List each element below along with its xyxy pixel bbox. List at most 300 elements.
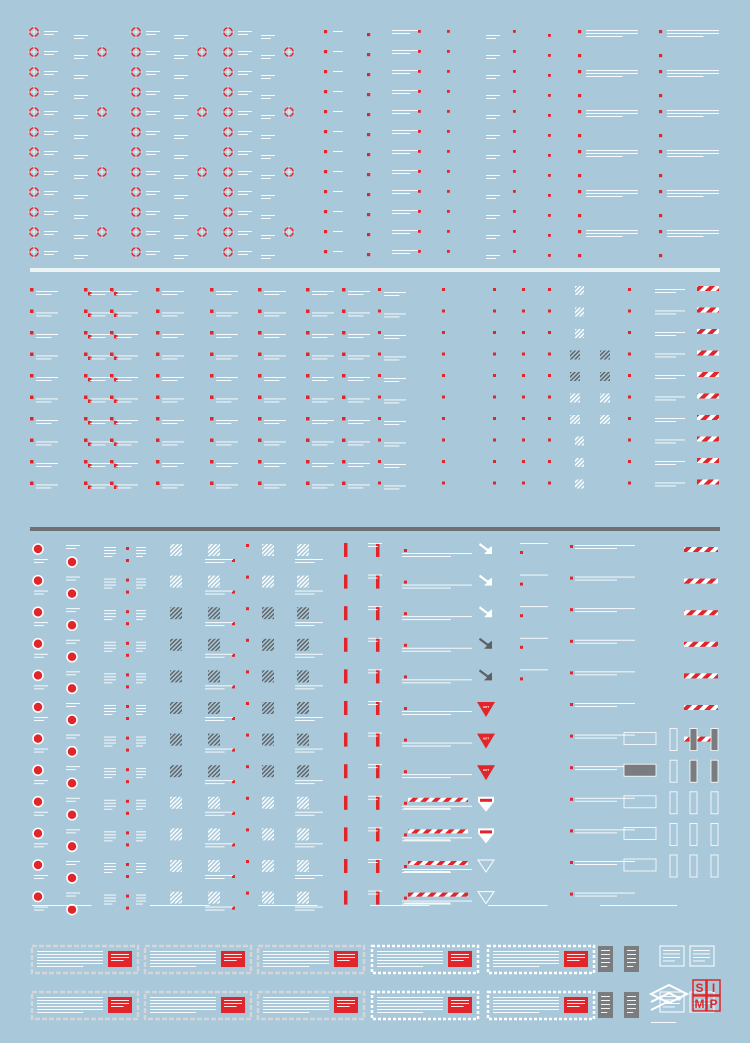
text-line [90, 294, 105, 295]
red-square-marker [442, 482, 445, 485]
text-line [368, 575, 382, 576]
text-line [402, 901, 472, 902]
plate-text [150, 997, 216, 1013]
stencil-text [368, 733, 382, 737]
text-line [312, 313, 334, 314]
text-line [312, 316, 327, 317]
text-line [384, 360, 399, 361]
text-line [116, 445, 131, 446]
text-line [37, 1006, 103, 1007]
stencil-text [90, 291, 112, 295]
text-line [174, 95, 188, 96]
stencil-text [216, 377, 238, 381]
text-line [104, 800, 116, 801]
red-vertical-bar [376, 733, 380, 747]
hazard-hatch-box [170, 607, 182, 619]
red-square-marker [84, 331, 88, 335]
red-square-marker [522, 331, 525, 334]
stencil-text [295, 559, 323, 563]
red-dial-marker [33, 892, 43, 902]
caution-text-block [586, 230, 638, 237]
text-line [261, 218, 271, 219]
text-line [368, 578, 378, 579]
caution-text-block [575, 577, 635, 581]
red-vertical-bar [344, 859, 348, 873]
text-line [333, 31, 343, 32]
red-square-marker [30, 460, 34, 464]
text-line [44, 254, 54, 255]
hot-warning-triangle-icon [477, 734, 495, 749]
text-line [368, 894, 378, 895]
text-line [655, 461, 685, 462]
red-square-marker [513, 110, 516, 113]
text-line [104, 613, 116, 614]
red-square-marker [548, 134, 551, 137]
text-line [392, 50, 418, 51]
text-line [667, 230, 719, 231]
text-line [261, 175, 275, 176]
text-line [34, 688, 44, 689]
red-square-marker [306, 331, 310, 335]
text-line [392, 150, 418, 151]
text-line [66, 580, 76, 581]
text-line [146, 54, 156, 55]
text-line [205, 843, 233, 844]
red-square-marker [110, 439, 114, 443]
crosshair-target-icon [130, 246, 142, 258]
text-line [586, 116, 622, 117]
text-line [44, 71, 58, 72]
red-square-marker [628, 310, 631, 313]
red-square-marker [126, 875, 129, 878]
text-line [90, 316, 105, 317]
red-dial-marker [33, 670, 43, 680]
red-square-marker [404, 897, 407, 900]
red-square-marker [404, 707, 407, 710]
text-line [224, 954, 242, 955]
stencil-text [74, 55, 88, 59]
text-line [146, 171, 160, 172]
red-square-marker [210, 417, 214, 421]
stencil-text [205, 812, 233, 816]
stencil-text [348, 420, 370, 424]
red-square-marker [30, 310, 34, 314]
arrow-indicator-icon [479, 543, 492, 554]
red-square-marker [246, 702, 249, 705]
red-square-marker [418, 210, 421, 213]
text-line [263, 966, 309, 967]
text-line [667, 116, 703, 117]
red-square-marker [110, 310, 114, 314]
text-line [111, 960, 124, 961]
hazard-stripe-bar [697, 480, 719, 485]
stencil-text [162, 377, 184, 381]
red-square-marker [210, 396, 214, 400]
logo-letter: M [694, 997, 705, 1011]
scale-text [404, 903, 450, 904]
text-line [567, 954, 585, 955]
text-line [264, 313, 286, 314]
plate-text [493, 951, 559, 967]
text-line [174, 118, 184, 119]
scale-text [404, 808, 450, 809]
text-line [368, 796, 382, 797]
red-square-marker [447, 50, 450, 53]
caution-text-block [575, 735, 635, 739]
text-line [586, 230, 638, 231]
hazard-stripe-bar [697, 308, 719, 313]
crosshair-target-icon [96, 46, 108, 58]
stencil-text [238, 151, 252, 155]
stencil-text [90, 313, 112, 317]
text-line [174, 158, 184, 159]
red-square-marker [513, 230, 516, 233]
hazard-hatch-box [208, 544, 220, 556]
stencil-text [146, 131, 160, 135]
text-line [136, 840, 143, 841]
hazard-stripe-bar [697, 329, 719, 334]
red-square-marker [367, 173, 370, 176]
text-line [205, 688, 225, 689]
crosshair-target-icon [130, 46, 142, 58]
notice-red-badge [221, 997, 245, 1013]
hazard-hatch-box [208, 828, 220, 840]
text-line [74, 58, 84, 59]
red-square-marker [367, 53, 370, 56]
hazard-hatch-box [208, 576, 220, 588]
stencil-text [333, 71, 343, 72]
stencil-text [348, 377, 370, 381]
text-line [104, 585, 116, 586]
text-line [493, 951, 559, 952]
stencil-text [136, 642, 146, 652]
hazard-hatch-box [297, 797, 309, 809]
hazard-hatch-box [297, 607, 309, 619]
stencil-text [348, 291, 370, 295]
text-line [205, 685, 233, 686]
text-line [146, 214, 156, 215]
hazard-stripe-bar [684, 673, 718, 678]
red-square-marker [88, 292, 92, 296]
text-line [104, 610, 116, 611]
red-square-marker [548, 74, 551, 77]
text-line [44, 134, 54, 135]
stencil-text [264, 399, 286, 403]
stencil-text [295, 875, 323, 879]
vertical-label-box [690, 823, 697, 845]
scale-text [520, 575, 548, 576]
stencil-text [66, 671, 80, 675]
stencil-text [90, 399, 112, 403]
caution-text-block [667, 190, 719, 197]
caution-text-block [402, 648, 472, 652]
grey-id-plate [624, 946, 639, 972]
text-line [216, 442, 238, 443]
red-square-marker [520, 646, 523, 649]
text-line [216, 334, 238, 335]
stencil-text [116, 485, 138, 489]
text-line [116, 442, 138, 443]
text-line [238, 51, 252, 52]
text-line [295, 559, 323, 560]
text-line [34, 843, 48, 844]
text-line [667, 233, 719, 234]
text-line [66, 798, 80, 799]
text-line [136, 651, 143, 652]
text-line [655, 443, 676, 444]
text-line [32, 905, 92, 906]
stencil-text [174, 215, 188, 219]
stencil-text [295, 717, 323, 721]
red-vertical-bar [376, 891, 380, 905]
text-line [586, 236, 622, 237]
shield-band [480, 830, 492, 833]
red-square-marker [378, 460, 381, 463]
red-square-marker [570, 893, 573, 896]
text-line [402, 809, 451, 810]
text-line [150, 960, 216, 961]
text-line [264, 466, 279, 467]
red-square-marker [126, 622, 129, 625]
text-line [205, 812, 233, 813]
stencil-text [486, 215, 500, 219]
text-line [205, 657, 225, 658]
red-square-marker [324, 130, 327, 133]
text-line [404, 839, 450, 840]
text-line [162, 359, 177, 360]
text-line [377, 966, 423, 967]
stencil-text [116, 334, 138, 338]
hazard-hatch-box [262, 670, 274, 682]
red-square-marker [258, 482, 262, 486]
stencil-text [312, 485, 334, 489]
stencil-text [74, 135, 88, 139]
red-square-marker [513, 90, 516, 93]
text-line [377, 1003, 443, 1004]
hazard-hatch-box [208, 797, 220, 809]
red-square-marker [258, 396, 262, 400]
text-line [136, 556, 143, 557]
text-line [261, 155, 275, 156]
stencil-text [368, 701, 382, 705]
red-square-marker [324, 230, 327, 233]
red-dial-marker [33, 576, 43, 586]
hazard-stripe-bar [684, 642, 718, 647]
text-line [486, 135, 500, 136]
text-line [627, 1000, 636, 1001]
text-line [575, 801, 617, 802]
red-square-marker [548, 460, 551, 463]
text-line [520, 606, 548, 607]
text-line [116, 337, 131, 338]
text-line [295, 688, 315, 689]
text-line [150, 957, 216, 958]
text-line [392, 110, 418, 111]
text-line [162, 356, 184, 357]
text-line [575, 735, 635, 736]
stencil-text [384, 464, 406, 468]
text-line [150, 1012, 196, 1013]
text-line [261, 158, 271, 159]
stencil-text [36, 442, 58, 446]
stencil-text [261, 115, 275, 119]
stencil-text [136, 737, 146, 747]
red-square-marker [306, 353, 310, 357]
stencil-text [261, 175, 275, 179]
red-vertical-bar [344, 891, 348, 905]
text-line [44, 91, 58, 92]
text-line [74, 255, 88, 256]
red-dial-marker [33, 828, 43, 838]
red-vertical-bar [376, 543, 380, 557]
stencil-text [205, 749, 233, 753]
text-line [368, 606, 382, 607]
text-line [333, 91, 343, 92]
text-line [90, 423, 105, 424]
plate-text [150, 951, 216, 967]
text-line [136, 834, 146, 835]
text-line [238, 154, 248, 155]
red-square-marker [570, 766, 573, 769]
vertical-label-box [711, 792, 718, 814]
text-line [104, 556, 112, 557]
text-line [36, 316, 51, 317]
red-square-marker [659, 150, 662, 153]
text-line [104, 872, 112, 873]
hazard-stripe-bar [697, 458, 719, 463]
red-square-marker [493, 331, 496, 334]
text-line [37, 957, 103, 958]
text-line [104, 550, 116, 551]
stencil-text [384, 314, 406, 318]
text-line [384, 424, 399, 425]
stencil-text [238, 171, 252, 175]
red-square-marker [210, 288, 214, 292]
plate-text [263, 951, 329, 967]
stencil-text [261, 95, 275, 99]
red-vertical-bar [344, 638, 348, 652]
vertical-label-box [711, 760, 718, 782]
text-line [66, 671, 80, 672]
text-line [104, 898, 116, 899]
text-line [348, 291, 370, 292]
stencil-text [216, 463, 238, 467]
text-line [216, 377, 238, 378]
crosshair-target-icon [130, 206, 142, 218]
stencil-text [312, 399, 334, 403]
stencil-text [333, 51, 343, 52]
red-square-marker [210, 374, 214, 378]
hazard-hatch-box [297, 576, 309, 588]
stencil-text [174, 75, 188, 79]
red-square-marker [520, 551, 523, 554]
text-line [162, 423, 177, 424]
dial [67, 620, 77, 630]
text-line [663, 957, 680, 958]
stencil-text [486, 235, 500, 239]
stencil-text [392, 210, 418, 214]
red-square-marker [88, 464, 92, 468]
text-line [136, 547, 146, 548]
text-line [337, 954, 355, 955]
text-line [104, 768, 116, 769]
red-square-marker [30, 331, 34, 335]
dial [67, 589, 77, 599]
text-line [90, 488, 105, 489]
hazard-hatch-box [170, 544, 182, 556]
text-line [348, 399, 370, 400]
red-square-marker [404, 581, 407, 584]
text-line [264, 463, 286, 464]
stencil-text [486, 135, 500, 139]
red-square-marker [404, 644, 407, 647]
red-square-marker [324, 250, 327, 253]
text-line [146, 134, 156, 135]
text-line [601, 966, 607, 967]
text-line [146, 74, 156, 75]
stencil-text [384, 400, 406, 404]
stencil-text [384, 486, 406, 490]
text-line [104, 705, 116, 706]
text-line [36, 291, 58, 292]
red-square-marker [246, 892, 249, 895]
red-square-marker [342, 482, 346, 486]
text-line [174, 98, 184, 99]
vertical-label-box [670, 729, 677, 751]
text-line [136, 800, 146, 801]
text-line [368, 672, 378, 673]
text-line [404, 871, 450, 872]
text-line [162, 445, 177, 446]
logo-letter: I [711, 981, 716, 995]
red-square-marker [306, 417, 310, 421]
crosshair-target-icon [130, 186, 142, 198]
text-line [36, 337, 51, 338]
text-line [312, 420, 334, 421]
stencil-text [146, 191, 160, 195]
red-square-marker [520, 677, 523, 680]
text-line [146, 174, 156, 175]
stencil-text [348, 463, 370, 467]
text-line [368, 862, 378, 863]
stencil-text [261, 255, 275, 259]
dial [67, 683, 77, 693]
text-line [402, 588, 451, 589]
stencil-text [136, 579, 146, 589]
red-square-marker [126, 800, 129, 803]
red-vertical-bar [376, 606, 380, 620]
red-square-marker [628, 482, 631, 485]
red-square-marker [156, 482, 160, 486]
text-line [261, 238, 271, 239]
text-line [104, 616, 116, 617]
text-line [384, 338, 399, 339]
text-line [37, 1003, 103, 1004]
red-square-marker [578, 174, 581, 177]
red-square-marker [210, 460, 214, 464]
stencil-text [104, 768, 116, 778]
text-line [312, 445, 327, 446]
text-line [66, 801, 76, 802]
stencil-text [216, 313, 238, 317]
warning-data-plate [32, 992, 138, 1019]
text-line [586, 113, 638, 114]
text-line [493, 966, 539, 967]
text-line [348, 334, 370, 335]
text-line [575, 706, 617, 707]
red-square-marker [548, 331, 551, 334]
text-line [238, 131, 252, 132]
